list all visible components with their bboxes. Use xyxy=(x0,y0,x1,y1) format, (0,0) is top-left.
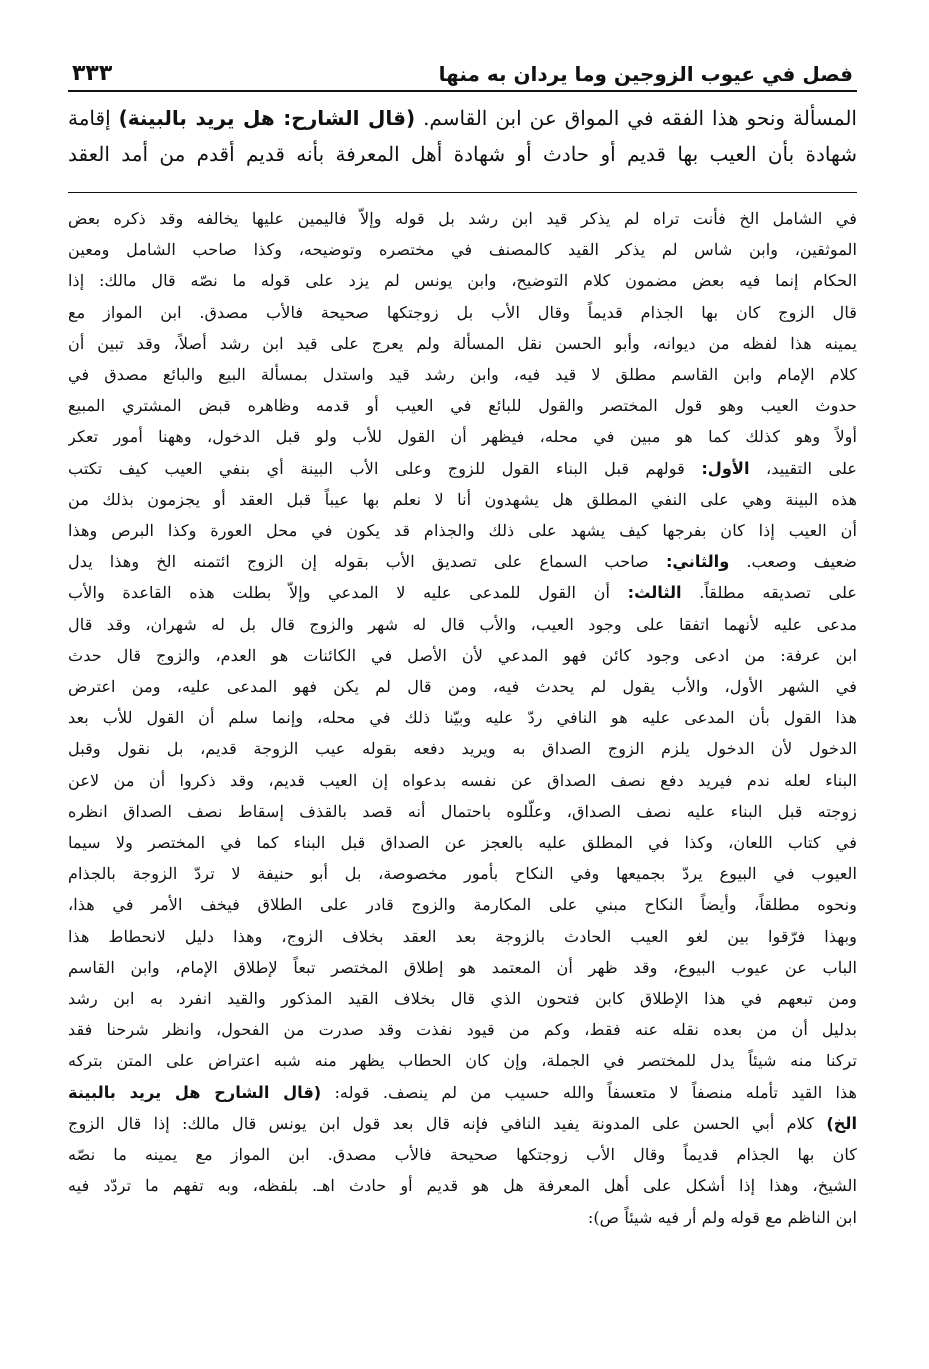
point-heading-first: الأول: xyxy=(701,458,750,478)
footnote-block xyxy=(68,203,857,1233)
footnote-segment: كلام أبي الحسن على المدونة يفيد النافي فإنه قال بعد قول ابن يونس قال مالك: إذا قال الزوج xyxy=(68,1113,815,1133)
footnote-line: يمينه هذا لفظه من ديوانه، وأبو الحسن نقل المسألة ولم يعرج على قيد ابن رشد أصلاً، وقد تبين أن xyxy=(68,333,857,353)
footnote-line: البناء لعله ندم فيريد دفع نصف الصداق عن نفسه بدعواه إن العيب قديم، وقد ذكروا أن من لاعن xyxy=(68,770,857,790)
footnote-line xyxy=(68,1077,857,1108)
footnote-line: هذه البينة وهي على النفي المطلق هل يشهدون أنا لا نعلم بها عيباً قبل العقد أو يجزمون بذلك من xyxy=(68,489,857,509)
footnote-segment: على تصديقه مطلقاً. xyxy=(699,583,857,603)
footnote-line: العيوب في البيوع يردّ بجميعها وفي النكاح بأمور مخصوصة، بل أبو حنيفة لا تردّ الزوجة بالجذام xyxy=(68,864,857,884)
running-title: فصل في عيوب الزوجين وما يردان به منها xyxy=(438,62,853,86)
main-text xyxy=(68,100,857,172)
footnote-segment: ضعيف وصعب. xyxy=(746,552,857,572)
footnote-line xyxy=(68,577,857,608)
commentator-quote: (قال الشارح هل يريد بالبينة xyxy=(68,1082,322,1102)
footnote-line: الباب عن عيوب البيوع، وقد ظهر أن المعتمد هو إطلاق المختصر تبعاً لإطلاق الإمام، وابن القاسم xyxy=(68,957,857,977)
footnote-line: الموثقين، وابن شاس لم يذكر القيد كالمصنف في مختصره وتوضيحه، وكذا صاحب الشامل ومعين xyxy=(68,240,857,260)
footnote-line: في الشامل الخ فأنت تراه لم يذكر قيد ابن رشد بل قوله وإلاّ فاليمين عليها يخالفه وقد ذكره بعض xyxy=(68,209,857,228)
footnote-line: هذا القول بأن المدعى عليه هو النافي ردّ عليه وبيّنا ذلك في محله، وإنما سلم أن القول للأب بعد xyxy=(68,708,857,728)
footnote-segment: قولهم قبل البناء القول للزوج وعلى الأب البينة أي بنفي العيب كيف تكتب xyxy=(68,458,685,478)
footnote-line: كلام الإمام وابن القاسم مطلق لا قيد فيه، وابن رشد قيد واستدل بمسألة البيع والبائع مصدق في xyxy=(68,365,857,385)
footnote-line xyxy=(68,546,857,577)
footnote-line: في الشهر الأول، والأب يقول لم يحدث فيه، ومن قال لم يكن فهو المدعى عليه، ومن اعترض xyxy=(68,677,857,697)
footnote-line: حدوث العيب وهو قول المختصر والقول للبائع في العيب أو قدمه وظاهره قبض المشتري المبيع xyxy=(68,396,857,416)
commentator-quote-end: الخ) xyxy=(826,1113,857,1133)
footnote-line xyxy=(68,453,857,484)
running-header xyxy=(68,40,857,92)
footnote-line: في كتاب اللعان، وكذا في المطلق عليه بالعجز عن الصداق قبل البناء كما في المختصر ولا سيما xyxy=(68,833,857,853)
footnote-separator xyxy=(68,192,857,193)
footnote-line: ومن تبعهم في هذا الإطلاق كابن فتحون الذي قال بخلاف القيد المذكور والقيد انفرد به ابن رشد xyxy=(68,989,857,1009)
footnote-line: زوجته قبل البناء عليه نصف الصداق، وعلّلوه باحتمال أنه قصد بالقذف إسقاط نصف الصداق انظره xyxy=(68,801,857,821)
footnote-line: قال الزوج كان بها الجذام قديماً وقال الأب بل زوجتكها صحيحة فالأب مصدق. ابن المواز مع xyxy=(68,302,857,322)
point-heading-second: والثاني: xyxy=(665,552,730,572)
page-number: ٣٣٣ xyxy=(72,61,113,86)
footnote-line: ابن الناظم مع قوله ولم أر فيه شيئاً ص): xyxy=(587,1207,857,1227)
footnote-line: ونحوه مطلقاً، وأيضاً النكاح مبني على المكارمة والزوج قادر على الطلاق فيخف الأمر في هذا، xyxy=(68,895,857,915)
footnote-line: كان بها الجذام قديماً وقال الأب زوجتكها صحيحة فالأب مصدق. ابن المواز مع يمينه ما نصّه xyxy=(68,1145,857,1165)
footnote-line: مدعى عليه لأنهما اتفقا على وجود العيب، والأب قال له شهر والزوج قال بل له شهران، وقد قال xyxy=(68,614,857,634)
footnote-segment: صاحب السماع على تصديق الأب بقوله إن الزوج ائتمنه الخ وهذا يدل xyxy=(68,552,649,572)
footnote-segment: هذا القيد تأمله منصفاً لا متعسفاً والله حسيب من لم ينصف. قوله: xyxy=(334,1082,857,1102)
footnote-segment: أن القول للمدعى عليه لا المدعي وإلاّ بطلت هذه القاعدة والأب xyxy=(68,583,610,603)
footnote-line: الدخول لأن الدخول يلزم الزوج الصداق به ويريد دفعه بقوله عيب الزوجة قديم، بل نقول وقبل xyxy=(68,739,857,759)
main-text-segment: إقامة xyxy=(68,106,111,130)
footnote-line: بدليل أن من بعده نقله عنه فقط، وكم من قيود نفذت وقد صدرت من الفحول، وانظر شرحنا فقد xyxy=(68,1020,857,1040)
main-text-segment: المسألة ونحو هذا الفقه في المواق عن ابن القاسم. xyxy=(423,106,857,130)
main-text-line: شهادة بأن العيب بها قديم أو حادث أو شهادة أهل المعرفة بأنه قديم أقدم من أمد العقد xyxy=(68,142,857,166)
commentator-quote: (قال الشارح: هل يريد بالبينة) xyxy=(118,106,416,130)
footnote-line: أن العيب إذا كان بفرجها كيف يشهد على ذلك والجذام قد يكون في محل العورة وكذا البرص وهذا xyxy=(68,521,857,541)
point-heading-third: الثالث: xyxy=(627,583,682,603)
main-text-line xyxy=(68,100,857,136)
footnote-line: الشيخ، وهذا إذا أشكل على أهل المعرفة هل هو قديم أو حادث اهـ. بلفظه، وبه تفهم ما تردّد فيه xyxy=(68,1176,857,1196)
footnote-line: تركنا منه شيئاً يدل للمختصر في الجملة، وإن كان الحطاب يظهر منه شبه اعتراض على المتن بتركه xyxy=(68,1051,857,1071)
footnote-line: ابن عرفة: من ادعى وجود كائن فهو المدعي لأن الأصل في الكائنات هو العدم، والزوج قال حدث xyxy=(68,645,857,665)
footnote-line xyxy=(68,1108,857,1139)
footnote-segment: على التقييد، xyxy=(765,458,857,478)
footnote-line: أولاً وهو كذلك كما هو مبين في محله، فيظهر أن القول للأب ولو قبل الدخول، وههنا أمور تعكر xyxy=(68,427,857,447)
footnote-line: الحكام إنما فيه بعض مضمون كلام التوضيح، وابن يونس لم يزد على قوله ما نصّه قال مالك: إذا xyxy=(68,271,857,291)
footnote-line: وبهذا فرّقوا بين لغو العيب الحادث بالزوجة بعد العقد بخلاف الزوج، وهذا دليل لانحطاط هذا xyxy=(68,926,857,946)
